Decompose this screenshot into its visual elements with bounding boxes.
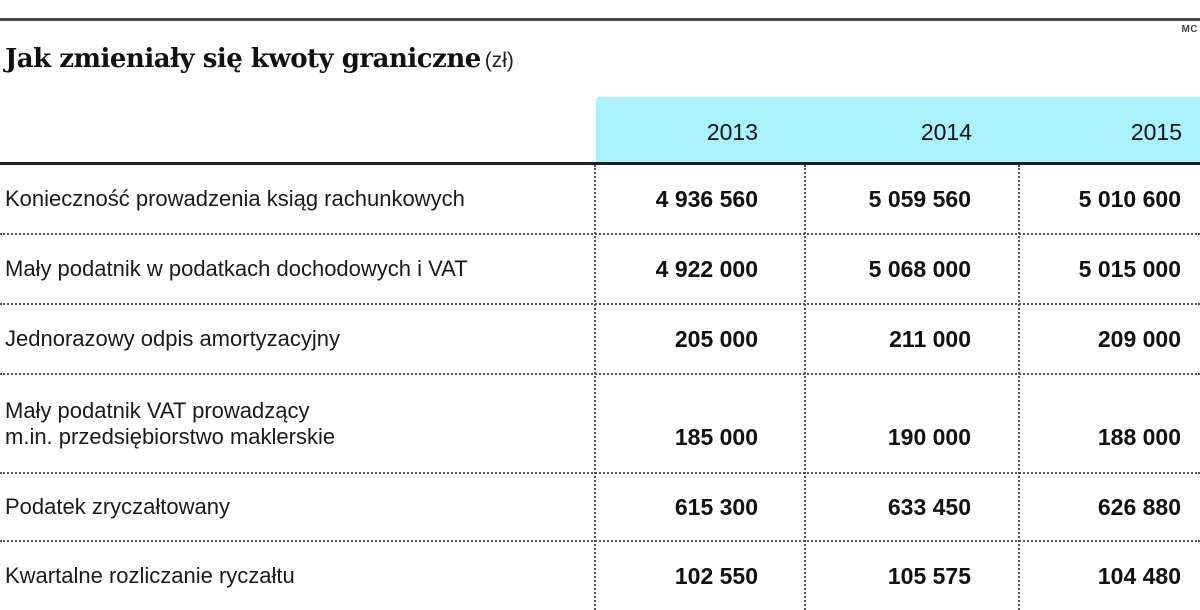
cell-value-2013: 102 550 <box>674 563 758 589</box>
row-label: Mały podatnik VAT prowadzący m.in. przedsiębiorstwo maklerskie <box>5 398 336 449</box>
cell-value-2015: 5 010 600 <box>1078 186 1181 212</box>
table-row <box>0 305 1200 373</box>
row-label: Konieczność prowadzenia ksiąg rachunkowych <box>5 186 465 211</box>
column-header-2013: 2013 <box>706 119 758 145</box>
cell-value-2014: 190 000 <box>887 424 971 450</box>
top-rule <box>0 18 1200 21</box>
row-label: Jednorazowy odpis amortyzacyjny <box>5 326 341 351</box>
cell-value-2015: 626 880 <box>1097 494 1181 520</box>
row-label: Podatek zryczałtowany <box>5 494 230 519</box>
table-row <box>0 542 1200 610</box>
table-row <box>0 474 1200 540</box>
cell-value-2015: 104 480 <box>1097 563 1181 589</box>
column-header-2014: 2014 <box>920 119 972 145</box>
cell-value-2014: 105 575 <box>887 563 971 589</box>
cell-value-2015: 188 000 <box>1097 424 1181 450</box>
cell-value-2013: 615 300 <box>674 494 758 520</box>
corner-mark: MC <box>1181 24 1198 35</box>
row-label: Kwartalne rozliczanie ryczałtu <box>5 563 295 588</box>
cell-value-2014: 211 000 <box>889 326 971 352</box>
cell-value-2013: 205 000 <box>674 326 758 352</box>
cell-value-2014: 5 068 000 <box>868 256 971 282</box>
table-row <box>0 235 1200 303</box>
row-label: Mały podatnik w podatkach dochodowych i VAT <box>5 256 468 281</box>
cell-value-2013: 4 922 000 <box>655 256 758 282</box>
chart-title: Jak zmieniały się kwoty graniczne <box>5 44 481 74</box>
table-row <box>0 165 1200 233</box>
chart-title-block <box>5 44 514 74</box>
unit-label: (zł) <box>484 49 514 72</box>
table-row <box>0 375 1200 472</box>
cell-value-2015: 5 015 000 <box>1078 256 1181 282</box>
cell-value-2014: 5 059 560 <box>868 186 971 212</box>
cell-value-2013: 4 936 560 <box>655 186 758 212</box>
column-header-2015: 2015 <box>1130 119 1182 145</box>
cell-value-2015: 209 000 <box>1097 326 1181 352</box>
cell-value-2013: 185 000 <box>674 424 758 450</box>
cell-value-2014: 633 450 <box>887 494 971 520</box>
